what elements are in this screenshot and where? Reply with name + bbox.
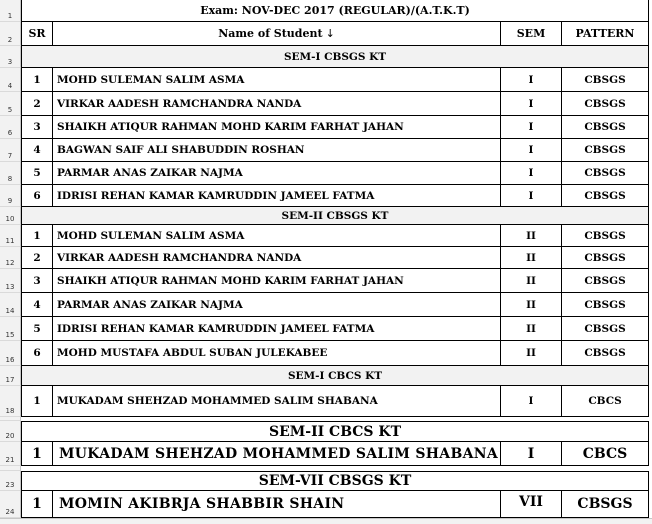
row-header[interactable]: 8 — [0, 162, 21, 185]
row-header[interactable]: 15 — [0, 317, 21, 341]
student-name-cell: PARMAR ANAS ZAIKAR NAJMA — [53, 162, 501, 185]
row-header[interactable]: 13 — [0, 269, 21, 293]
sr-cell: 1 — [21, 225, 53, 247]
student-name-cell: MUKADAM SHEHZAD MOHAMMED SALIM SHABANA — [53, 442, 501, 466]
row-header[interactable]: 7 — [0, 139, 21, 162]
table-row — [0, 386, 652, 417]
table-row — [0, 68, 652, 92]
section-heading-row — [0, 471, 652, 491]
pattern-cell: CBSGS — [562, 92, 649, 116]
sr-cell: 3 — [21, 116, 53, 139]
column-header-row — [0, 22, 652, 46]
sem-cell: I — [501, 139, 562, 162]
student-name-cell: SHAIKH ATIQUR RAHMAN MOHD KARIM FARHAT JAHAN — [53, 116, 501, 139]
row-header[interactable]: 4 — [0, 68, 21, 92]
section-heading: SEM-II CBCS KT — [21, 421, 649, 442]
row-header[interactable]: 3 — [0, 46, 21, 68]
pattern-cell: CBSGS — [562, 139, 649, 162]
student-name-cell: MOHD SULEMAN SALIM ASMA — [53, 68, 501, 92]
exam-title: Exam: NOV-DEC 2017 (REGULAR)/(A.T.K.T) — [21, 0, 649, 22]
pattern-cell: CBSGS — [562, 116, 649, 139]
sem-cell: I — [501, 68, 562, 92]
student-name-cell: IDRISI REHAN KAMAR KAMRUDDIN JAMEEL FATMA — [53, 317, 501, 341]
sr-cell: 3 — [21, 269, 53, 293]
table-row — [0, 185, 652, 207]
table-row — [0, 116, 652, 139]
row-header[interactable]: 23 — [0, 471, 21, 491]
sort-down-arrow-icon[interactable]: ↓ — [325, 27, 335, 40]
row-header[interactable]: 14 — [0, 293, 21, 317]
sem-cell: I — [501, 386, 562, 417]
student-name-cell: SHAIKH ATIQUR RAHMAN MOHD KARIM FARHAT JAHAN — [53, 269, 501, 293]
section-heading: SEM-VII CBSGS KT — [21, 471, 649, 491]
table-row — [0, 442, 652, 466]
pattern-header: PATTERN — [562, 22, 649, 46]
table-row — [0, 162, 652, 185]
pattern-cell: CBSGS — [562, 269, 649, 293]
sem-cell: I — [501, 162, 562, 185]
title-row — [0, 0, 652, 22]
row-header[interactable]: 6 — [0, 116, 21, 139]
section-heading: SEM-I CBSGS KT — [21, 46, 649, 68]
row-header[interactable]: 9 — [0, 185, 21, 207]
table-row — [0, 341, 652, 366]
row-header[interactable]: 1 — [0, 0, 21, 22]
sem-cell: II — [501, 317, 562, 341]
sr-cell: 4 — [21, 293, 53, 317]
sem-cell: I — [501, 116, 562, 139]
student-name-cell: MOHD SULEMAN SALIM ASMA — [53, 225, 501, 247]
table-row — [0, 269, 652, 293]
student-name-cell: MUKADAM SHEHZAD MOHAMMED SALIM SHABANA — [53, 386, 501, 417]
pattern-cell: CBSGS — [562, 247, 649, 269]
row-header[interactable]: 18 — [0, 386, 21, 417]
sem-cell: II — [501, 225, 562, 247]
table-row — [0, 317, 652, 341]
row-header[interactable]: 2 — [0, 22, 21, 46]
row-header[interactable]: 11 — [0, 225, 21, 247]
sr-cell: 5 — [21, 162, 53, 185]
student-name-cell: VIRKAR AADESH RAMCHANDRA NANDA — [53, 247, 501, 269]
row-header[interactable]: 12 — [0, 247, 21, 269]
section-heading-row — [0, 207, 652, 225]
sr-cell: 4 — [21, 139, 53, 162]
sem-header: SEM — [501, 22, 562, 46]
sr-cell: 6 — [21, 185, 53, 207]
student-name-cell: VIRKAR AADESH RAMCHANDRA NANDA — [53, 92, 501, 116]
row-header[interactable]: 5 — [0, 92, 21, 116]
sem-cell: I — [501, 442, 562, 466]
sr-cell: 1 — [21, 491, 53, 518]
row-header[interactable]: 20 — [0, 421, 21, 442]
section-heading: SEM-I CBCS KT — [21, 366, 649, 386]
sr-cell: 6 — [21, 341, 53, 366]
name-header[interactable] — [53, 22, 501, 46]
pattern-cell: CBSGS — [562, 68, 649, 92]
sr-cell: 1 — [21, 68, 53, 92]
sem-cell: I — [501, 185, 562, 207]
table-row — [0, 491, 652, 518]
row-header[interactable]: 10 — [0, 207, 21, 225]
pattern-cell: CBSGS — [562, 293, 649, 317]
pattern-cell: CBSGS — [562, 162, 649, 185]
pattern-cell: CBSGS — [562, 491, 649, 518]
sr-header: SR — [21, 22, 53, 46]
name-header-label: Name of Student — [218, 27, 323, 40]
row-header[interactable]: 24 — [0, 491, 21, 518]
pattern-cell: CBCS — [562, 442, 649, 466]
table-row — [0, 225, 652, 247]
table-row — [0, 293, 652, 317]
sem-cell: I — [501, 92, 562, 116]
table-row — [0, 139, 652, 162]
sheet-bottom-edge — [0, 518, 652, 524]
student-name-cell: MOHD MUSTAFA ABDUL SUBAN JULEKABEE — [53, 341, 501, 366]
student-name-cell: BAGWAN SAIF ALI SHABUDDIN ROSHAN — [53, 139, 501, 162]
sem-cell: II — [501, 269, 562, 293]
sr-cell: 1 — [21, 386, 53, 417]
section-heading-row — [0, 366, 652, 386]
sr-cell: 1 — [21, 442, 53, 466]
row-header[interactable]: 21 — [0, 442, 21, 466]
sem-cell: II — [501, 341, 562, 366]
section-heading: SEM-II CBSGS KT — [21, 207, 649, 225]
sr-cell: 2 — [21, 247, 53, 269]
table-row — [0, 92, 652, 116]
section-heading-row — [0, 421, 652, 442]
student-name-cell: MOMIN AKIBRJA SHABBIR SHAIN — [53, 491, 501, 518]
pattern-cell: CBSGS — [562, 317, 649, 341]
sem-cell: II — [501, 247, 562, 269]
student-name-cell: PARMAR ANAS ZAIKAR NAJMA — [53, 293, 501, 317]
table-row — [0, 247, 652, 269]
sem-cell: II — [501, 293, 562, 317]
pattern-cell: CBSGS — [562, 185, 649, 207]
pattern-cell: CBSGS — [562, 225, 649, 247]
student-name-cell: IDRISI REHAN KAMAR KAMRUDDIN JAMEEL FATMA — [53, 185, 501, 207]
sem-cell: VII — [501, 491, 562, 518]
sr-cell: 2 — [21, 92, 53, 116]
row-header[interactable]: 16 — [0, 341, 21, 366]
row-header[interactable]: 17 — [0, 366, 21, 386]
pattern-cell: CBSGS — [562, 341, 649, 366]
pattern-cell: CBCS — [562, 386, 649, 417]
sr-cell: 5 — [21, 317, 53, 341]
section-heading-row — [0, 46, 652, 68]
